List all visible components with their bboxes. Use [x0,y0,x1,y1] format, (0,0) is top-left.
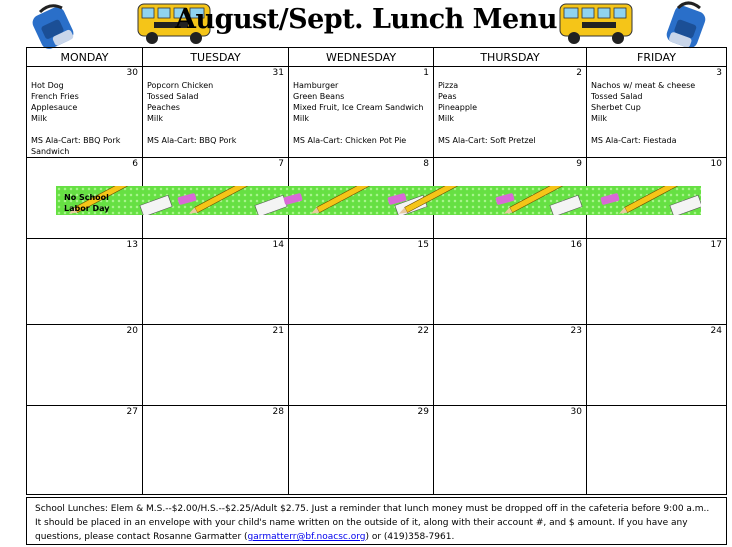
menu-item: Green Beans [293,92,345,101]
day-cell [289,325,434,406]
day-cell [587,239,726,325]
menu-item: Hot Dog [31,81,64,90]
day-cell [587,406,726,494]
menu-item: Milk [293,114,309,123]
day-number: 27 [126,407,138,417]
day-number: 22 [417,326,429,336]
day-number: 14 [272,240,284,250]
day-cell [289,239,434,325]
footer-text: School Lunches: Elem & M.S.--$2.00/H.S.--$2.25/Adult $2.75. Just a reminder that lunch money must be dropped off in the cafeteria before 9:00 a.m.. It should be placed in an envelope with your child's name written on the outside of it, along with their account #, and $ amount. If you have any questions, please contact Rosanne Garmatter ( [35,504,710,542]
day-number: 15 [417,240,429,250]
day-cell [143,239,289,325]
day-number: 6 [132,159,138,169]
day-cell [434,67,587,158]
day-cell [143,406,289,494]
day-number: 9 [576,159,582,169]
day-cell [434,239,587,325]
ala-cart-item: MS Ala-Cart: BBQ Pork Sandwich [31,136,121,156]
day-cell [27,325,143,406]
menu-item: Hamburger [293,81,339,90]
menu-item: Nachos w/ meat & cheese [591,81,696,90]
menu-item: Milk [31,114,47,123]
day-number: 10 [710,159,722,169]
day-number: 20 [126,326,138,336]
day-number: 31 [272,68,284,78]
day-cell [587,325,726,406]
menu-item: Pizza [438,81,459,90]
menu-item: Popcorn Chicken [147,81,214,90]
day-number: 30 [126,68,138,78]
day-cell [289,67,434,158]
footer-text-end: ) or (419)358-7961. [365,532,455,542]
menu-item: Tossed Salad [147,92,199,101]
day-number: 24 [710,326,722,336]
menu-item: Peas [438,92,457,101]
day-cell [587,67,726,158]
eraser-icon [177,193,619,205]
day-cell [434,325,587,406]
day-number: 21 [272,326,284,336]
menu-item: Pineapple [438,103,478,112]
lunch-price-note [26,497,727,545]
day-header-thursday: THURSDAY [434,48,587,67]
no-school-note [64,192,109,214]
holiday-label: Labor Day [64,204,110,213]
menu-item: Milk [438,114,454,123]
menu-item: Peaches [147,103,180,112]
menu-item: Milk [591,114,607,123]
ala-cart-item: MS Ala-Cart: BBQ Pork [147,136,237,145]
calendar-grid [26,47,727,495]
day-number: 3 [716,68,722,78]
day-number: 13 [126,240,138,250]
day-header-wednesday: WEDNESDAY [289,48,434,67]
day-number: 30 [570,407,582,417]
day-cell [143,325,289,406]
day-cell [27,406,143,494]
day-number: 28 [272,407,284,417]
contact-email-link[interactable]: garmatterr@bf.noacsc.org [247,532,366,542]
day-cell [434,406,587,494]
day-number: 17 [710,240,722,250]
labor-day-banner [56,186,701,215]
day-header-tuesday: TUESDAY [143,48,289,67]
menu-item: Sherbet Cup [591,103,641,112]
menu-item: Milk [147,114,163,123]
day-number: 2 [576,68,582,78]
menu-item: Applesauce [31,103,78,112]
day-number: 16 [570,240,582,250]
page-title: August/Sept. Lunch Menu [175,4,557,35]
day-cell [289,406,434,494]
day-number: 1 [423,68,429,78]
ala-cart-item: MS Ala-Cart: Fiestada [591,136,677,145]
day-number: 29 [417,407,429,417]
day-number: 23 [570,326,582,336]
day-number: 7 [278,159,284,169]
day-number: 8 [423,159,429,169]
day-cell [27,239,143,325]
menu-item: Mixed Fruit, Ice Cream Sandwich [293,103,424,112]
day-cell [27,67,143,158]
day-header-monday: MONDAY [27,48,143,67]
day-cell [143,67,289,158]
ala-cart-item: MS Ala-Cart: Chicken Pot Pie [293,136,407,145]
menu-item: Tossed Salad [591,92,643,101]
day-header-friday: FRIDAY [587,48,726,67]
menu-item: French Fries [31,92,79,101]
ala-cart-item: MS Ala-Cart: Soft Pretzel [438,136,536,145]
no-school-label: No School [64,193,109,202]
